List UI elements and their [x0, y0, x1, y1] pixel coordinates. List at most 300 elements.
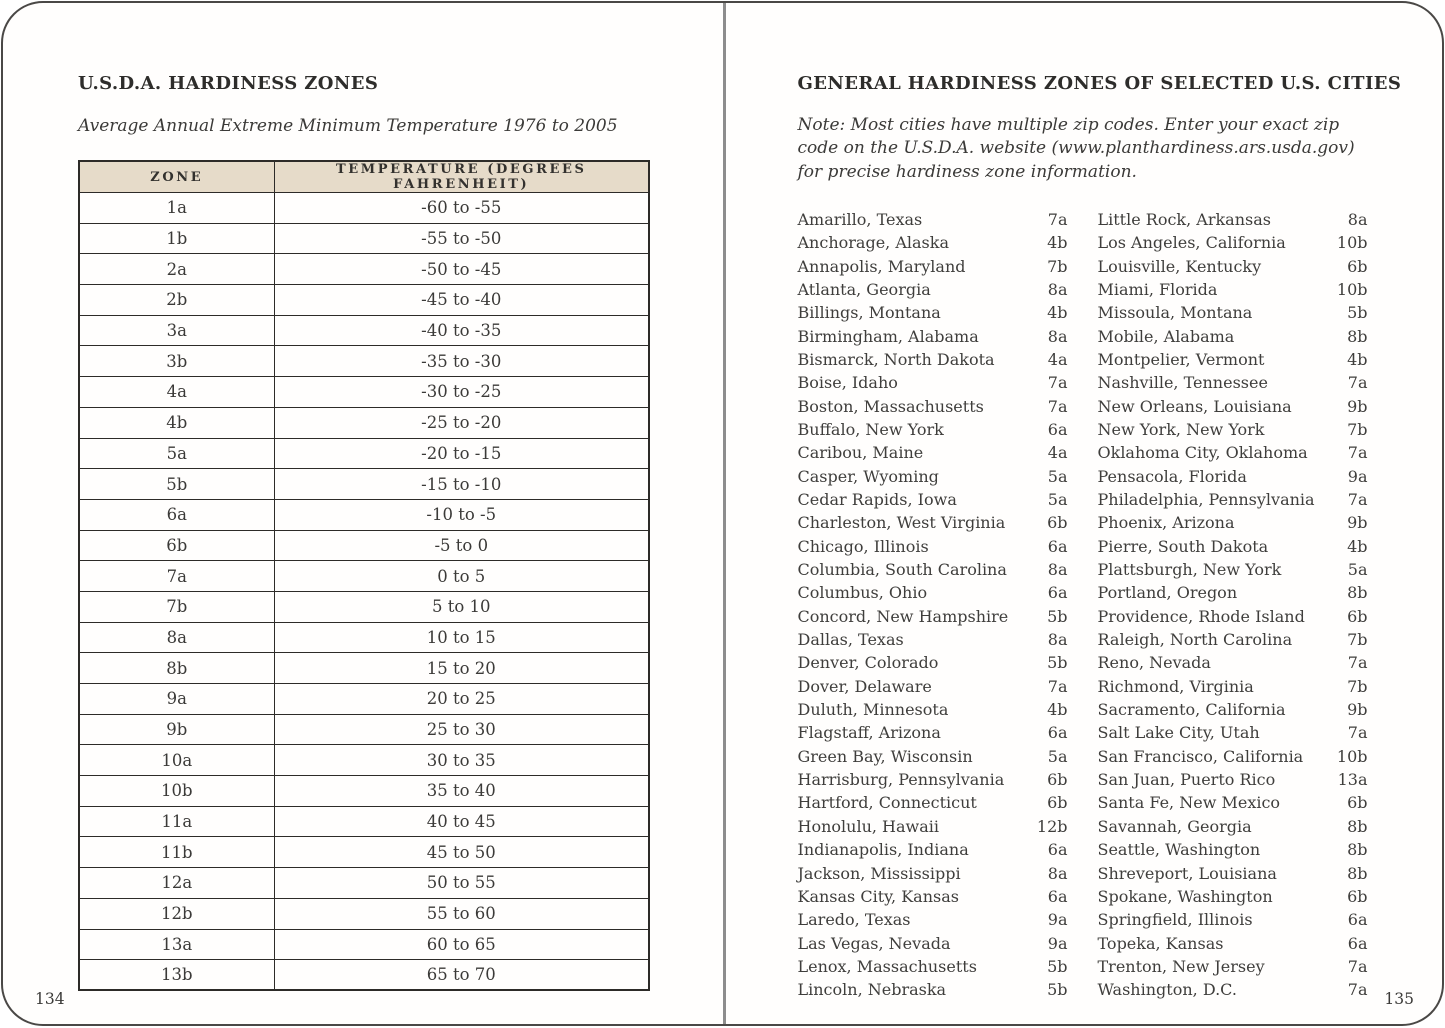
city-zone: 7a [1347, 490, 1368, 510]
city-zone: 5a [1047, 490, 1068, 510]
city-row [1098, 700, 1368, 723]
city-row [798, 420, 1068, 443]
city-row [798, 980, 1068, 1003]
temperature-cell: -20 to -15 [274, 438, 649, 469]
city-row [798, 747, 1068, 770]
city-name: Philadelphia, Pennsylvania [1097, 490, 1315, 510]
city-row [798, 280, 1068, 303]
temperature-cell: 25 to 30 [274, 714, 649, 745]
city-row [798, 397, 1068, 420]
city-name: Louisville, Kentucky [1097, 256, 1262, 276]
city-zone: 13a [1337, 770, 1368, 790]
city-row [798, 583, 1068, 606]
city-row [1098, 560, 1368, 583]
city-zone: 10b [1336, 279, 1368, 299]
temperature-cell: 60 to 65 [274, 929, 649, 960]
zone-cell: 5a [79, 438, 274, 469]
city-zone: 4b [1047, 303, 1068, 323]
city-zone: 8a [1347, 209, 1368, 229]
table-caption: Average Annual Extreme Minimum Temperature 1976 to 2005 [78, 116, 618, 136]
city-row [1098, 934, 1368, 957]
city-zone: 7a [1047, 373, 1068, 393]
city-zone: 12b [1036, 816, 1068, 836]
city-name: Lincoln, Nebraska [797, 980, 947, 1000]
zip-code-note: Note: Most cities have multiple zip codes. Enter your exact zip code on the U.S.D.A. website (www.planthardiness.ars.usda.gov) for precise hardiness zone information. [797, 115, 1355, 182]
city-zone: 5a [1047, 466, 1068, 486]
city-name: New Orleans, Louisiana [1097, 396, 1292, 416]
city-name: Salt Lake City, Utah [1097, 723, 1260, 743]
city-zone: 8a [1047, 630, 1068, 650]
temperature-cell: -35 to -30 [274, 346, 649, 377]
city-zone: 6a [1047, 419, 1068, 439]
city-row [798, 467, 1068, 490]
temperature-cell: 40 to 45 [274, 806, 649, 837]
city-row [1098, 420, 1368, 443]
city-row [1098, 677, 1368, 700]
city-row [798, 490, 1068, 513]
city-zone: 7a [1347, 653, 1368, 673]
temperature-cell: -50 to -45 [274, 254, 649, 285]
zone-cell: 10b [79, 776, 274, 807]
city-name: Atlanta, Georgia [797, 279, 931, 299]
temperature-cell: 15 to 20 [274, 653, 649, 684]
table-row [79, 806, 649, 837]
city-row [1098, 793, 1368, 816]
city-row [798, 957, 1068, 980]
zone-cell: 11b [79, 837, 274, 868]
city-row [1098, 280, 1368, 303]
hardiness-zone-table [78, 160, 650, 991]
city-row [1098, 864, 1368, 887]
temperature-cell: 10 to 15 [274, 622, 649, 653]
city-zone: 6b [1347, 606, 1368, 626]
city-zone: 7a [1347, 980, 1368, 1000]
city-zone: 4b [1347, 349, 1368, 369]
city-zone: 8b [1347, 326, 1368, 346]
city-row [1098, 747, 1368, 770]
city-name: Pierre, South Dakota [1097, 536, 1269, 556]
city-row [798, 607, 1068, 630]
zone-cell: 3b [79, 346, 274, 377]
city-name: Santa Fe, New Mexico [1097, 793, 1281, 813]
city-list-column-2 [1098, 210, 1368, 1004]
table-row [79, 438, 649, 469]
table-row [79, 346, 649, 377]
city-name: Savannah, Georgia [1097, 816, 1252, 836]
table-row [79, 653, 649, 684]
temperature-cell: -30 to -25 [274, 377, 649, 408]
city-name: Laredo, Texas [797, 910, 911, 930]
table-row [79, 776, 649, 807]
zone-cell: 6a [79, 499, 274, 530]
city-row [798, 350, 1068, 373]
zone-cell: 9a [79, 684, 274, 715]
city-zone: 7a [1347, 723, 1368, 743]
zone-cell: 5b [79, 469, 274, 500]
city-zone: 8a [1047, 279, 1068, 299]
city-zone: 8a [1047, 326, 1068, 346]
city-name: Bismarck, North Dakota [797, 349, 995, 369]
table-row [79, 285, 649, 316]
page-number-right: 135 [1384, 990, 1414, 1008]
city-row [1098, 980, 1368, 1003]
city-zone: 5a [1347, 560, 1368, 580]
city-name: Reno, Nevada [1097, 653, 1211, 673]
city-name: Topeka, Kansas [1097, 933, 1224, 953]
city-row [1098, 397, 1368, 420]
city-row [798, 723, 1068, 746]
city-zone: 9b [1347, 396, 1368, 416]
city-name: Las Vegas, Nevada [797, 933, 951, 953]
table-row [79, 315, 649, 346]
city-zone: 8a [1047, 863, 1068, 883]
zone-cell: 12a [79, 868, 274, 899]
city-row [1098, 257, 1368, 280]
zone-cell: 11a [79, 806, 274, 837]
page-number-left: 134 [35, 990, 65, 1008]
table-row [79, 714, 649, 745]
city-row [798, 303, 1068, 326]
city-row [798, 210, 1068, 233]
zone-cell: 9b [79, 714, 274, 745]
city-zone: 9b [1347, 513, 1368, 533]
temperature-cell: 45 to 50 [274, 837, 649, 868]
city-zone: 5b [1347, 303, 1368, 323]
city-row [798, 443, 1068, 466]
city-name: Providence, Rhode Island [1097, 606, 1305, 626]
table-row [79, 561, 649, 592]
city-name: Nashville, Tennessee [1097, 373, 1268, 393]
city-zone: 10b [1336, 233, 1368, 253]
table-row [79, 469, 649, 500]
zone-cell: 4b [79, 407, 274, 438]
city-row [1098, 840, 1368, 863]
city-name: Buffalo, New York [797, 419, 944, 439]
city-row [798, 677, 1068, 700]
city-zone: 8a [1047, 560, 1068, 580]
zone-cell: 13b [79, 960, 274, 991]
city-zone-list [798, 210, 1443, 1004]
temperature-cell: -55 to -50 [274, 223, 649, 254]
table-row [79, 929, 649, 960]
city-row [1098, 910, 1368, 933]
temperature-cell: 0 to 5 [274, 561, 649, 592]
city-name: Columbus, Ohio [797, 583, 928, 603]
city-zone: 8b [1347, 863, 1368, 883]
city-zone: 7a [1047, 676, 1068, 696]
table-row [79, 684, 649, 715]
table-row [79, 868, 649, 899]
city-name: Springfield, Illinois [1097, 910, 1253, 930]
table-row [79, 898, 649, 929]
zone-cell: 1b [79, 223, 274, 254]
city-row [1098, 723, 1368, 746]
city-name: Shreveport, Louisiana [1097, 863, 1277, 883]
city-zone: 7a [1347, 373, 1368, 393]
city-name: Missoula, Montana [1097, 303, 1253, 323]
city-zone: 4a [1047, 349, 1068, 369]
city-name: Anchorage, Alaska [797, 233, 949, 253]
city-row [798, 513, 1068, 536]
city-row [798, 817, 1068, 840]
table-row [79, 837, 649, 868]
table-row [79, 591, 649, 622]
city-zone: 9b [1347, 700, 1368, 720]
city-row [798, 793, 1068, 816]
city-zone: 4b [1347, 536, 1368, 556]
city-name: Honolulu, Hawaii [797, 816, 939, 836]
temperature-column-header: TEMPERATURE (DEGREES FAHRENHEIT) [274, 161, 649, 193]
city-name: Oklahoma City, Oklahoma [1097, 443, 1308, 463]
city-zone: 9a [1347, 466, 1368, 486]
city-name: Plattsburgh, New York [1097, 560, 1282, 580]
city-zone: 4b [1047, 233, 1068, 253]
city-row [798, 233, 1068, 256]
city-name: Little Rock, Arkansas [1097, 209, 1271, 229]
table-row [79, 960, 649, 991]
city-row [798, 864, 1068, 887]
city-zone: 9a [1047, 933, 1068, 953]
city-zone: 6a [1047, 840, 1068, 860]
city-zone: 8b [1347, 583, 1368, 603]
city-row [1098, 583, 1368, 606]
zone-cell: 1a [79, 193, 274, 224]
zone-table-header [79, 161, 649, 193]
city-row [1098, 653, 1368, 676]
left-page-title: U.S.D.A. HARDINESS ZONES [78, 73, 379, 94]
temperature-cell: 65 to 70 [274, 960, 649, 991]
city-name: Harrisburg, Pennsylvania [797, 770, 1005, 790]
city-name: Kansas City, Kansas [797, 886, 959, 906]
city-zone: 6a [1347, 910, 1368, 930]
city-zone: 8b [1347, 816, 1368, 836]
city-zone: 7a [1047, 396, 1068, 416]
temperature-cell: -40 to -35 [274, 315, 649, 346]
city-zone: 6b [1047, 770, 1068, 790]
city-name: Boise, Idaho [797, 373, 898, 393]
city-row [798, 373, 1068, 396]
temperature-cell: -15 to -10 [274, 469, 649, 500]
city-name: Chicago, Illinois [797, 536, 929, 556]
city-name: Washington, D.C. [1097, 980, 1237, 1000]
table-row [79, 745, 649, 776]
city-name: Columbia, South Carolina [797, 560, 1007, 580]
city-name: Caribou, Maine [797, 443, 924, 463]
city-name: Cedar Rapids, Iowa [797, 490, 957, 510]
temperature-cell: -45 to -40 [274, 285, 649, 316]
zone-cell: 7b [79, 591, 274, 622]
zone-cell: 8b [79, 653, 274, 684]
city-zone: 5b [1047, 606, 1068, 626]
city-zone: 4b [1047, 700, 1068, 720]
table-row [79, 193, 649, 224]
temperature-cell: 5 to 10 [274, 591, 649, 622]
city-name: Richmond, Virginia [1097, 676, 1254, 696]
city-row [1098, 490, 1368, 513]
city-name: Denver, Colorado [797, 653, 939, 673]
city-row [1098, 887, 1368, 910]
temperature-cell: 20 to 25 [274, 684, 649, 715]
city-row [798, 840, 1068, 863]
temperature-cell: 35 to 40 [274, 776, 649, 807]
zone-cell: 7a [79, 561, 274, 592]
city-zone: 6a [1047, 536, 1068, 556]
city-row [1098, 537, 1368, 560]
city-name: Charleston, West Virginia [797, 513, 1006, 533]
city-row [798, 560, 1068, 583]
zone-cell: 6b [79, 530, 274, 561]
city-zone: 4a [1047, 443, 1068, 463]
city-zone: 6b [1047, 793, 1068, 813]
zone-cell: 4a [79, 377, 274, 408]
city-name: Boston, Massachusetts [797, 396, 984, 416]
city-name: Sacramento, California [1097, 700, 1286, 720]
city-zone: 10b [1336, 746, 1368, 766]
city-row [1098, 233, 1368, 256]
zone-table-header-row [79, 161, 649, 193]
city-name: Duluth, Minnesota [797, 700, 949, 720]
book-spread [1, 1, 1444, 1026]
city-name: Amarillo, Texas [797, 209, 923, 229]
city-name: Mobile, Alabama [1097, 326, 1235, 346]
table-row [79, 499, 649, 530]
table-row [79, 254, 649, 285]
city-row [798, 257, 1068, 280]
city-zone: 7b [1047, 256, 1068, 276]
city-row [1098, 327, 1368, 350]
zone-cell: 3a [79, 315, 274, 346]
city-name: Raleigh, North Carolina [1097, 630, 1293, 650]
city-name: Montpelier, Vermont [1097, 349, 1265, 369]
zone-table-body [79, 193, 649, 991]
temperature-cell: -60 to -55 [274, 193, 649, 224]
temperature-cell: -5 to 0 [274, 530, 649, 561]
temperature-cell: 50 to 55 [274, 868, 649, 899]
city-zone: 6a [1047, 886, 1068, 906]
zone-column-header: ZONE [79, 161, 274, 193]
table-row [79, 622, 649, 653]
right-page-title: GENERAL HARDINESS ZONES OF SELECTED U.S. CITIES [797, 73, 1402, 94]
zone-cell: 12b [79, 898, 274, 929]
city-zone: 6b [1347, 793, 1368, 813]
city-name: Indianapolis, Indiana [797, 840, 969, 860]
temperature-cell: -25 to -20 [274, 407, 649, 438]
city-name: Flagstaff, Arizona [797, 723, 941, 743]
table-row [79, 377, 649, 408]
city-row [798, 700, 1068, 723]
city-zone: 6b [1347, 256, 1368, 276]
city-name: Seattle, Washington [1097, 840, 1261, 860]
city-list-column-1 [798, 210, 1068, 1004]
city-row [1098, 303, 1368, 326]
city-row [1098, 443, 1368, 466]
city-name: Spokane, Washington [1097, 886, 1273, 906]
zone-cell: 2b [79, 285, 274, 316]
city-zone: 6a [1347, 933, 1368, 953]
city-name: Miami, Florida [1097, 279, 1218, 299]
city-zone: 5b [1047, 653, 1068, 673]
city-zone: 5b [1047, 980, 1068, 1000]
temperature-cell: -10 to -5 [274, 499, 649, 530]
city-name: Casper, Wyoming [797, 466, 939, 486]
city-zone: 7b [1347, 630, 1368, 650]
city-row [1098, 350, 1368, 373]
city-row [798, 934, 1068, 957]
city-row [1098, 513, 1368, 536]
zone-cell: 8a [79, 622, 274, 653]
city-zone: 8b [1347, 840, 1368, 860]
city-zone: 6b [1047, 513, 1068, 533]
temperature-cell: 55 to 60 [274, 898, 649, 929]
right-page [723, 3, 1443, 1024]
city-row [798, 887, 1068, 910]
city-name: Hartford, Connecticut [797, 793, 977, 813]
city-row [1098, 373, 1368, 396]
city-zone: 6a [1047, 723, 1068, 743]
city-zone: 7a [1347, 443, 1368, 463]
city-zone: 7a [1347, 956, 1368, 976]
city-row [798, 630, 1068, 653]
city-name: Trenton, New Jersey [1097, 956, 1265, 976]
city-name: Billings, Montana [797, 303, 941, 323]
city-name: Jackson, Mississippi [797, 863, 961, 883]
city-row [1098, 817, 1368, 840]
city-zone: 5b [1047, 956, 1068, 976]
city-zone: 6b [1347, 886, 1368, 906]
table-row [79, 530, 649, 561]
city-name: San Francisco, California [1097, 746, 1304, 766]
city-row [798, 770, 1068, 793]
zone-cell: 2a [79, 254, 274, 285]
table-row [79, 223, 649, 254]
city-name: San Juan, Puerto Rico [1097, 770, 1276, 790]
zone-cell: 10a [79, 745, 274, 776]
city-row [798, 653, 1068, 676]
city-name: Pensacola, Florida [1097, 466, 1247, 486]
city-zone: 9a [1047, 910, 1068, 930]
city-row [1098, 467, 1368, 490]
city-name: Portland, Oregon [1097, 583, 1238, 603]
city-name: Phoenix, Arizona [1097, 513, 1235, 533]
temperature-cell: 30 to 35 [274, 745, 649, 776]
city-name: New York, New York [1097, 419, 1265, 439]
city-name: Concord, New Hampshire [797, 606, 1009, 626]
left-page [3, 3, 723, 1024]
city-zone: 6a [1047, 583, 1068, 603]
city-name: Dover, Delaware [797, 676, 932, 696]
city-name: Birmingham, Alabama [797, 326, 979, 346]
city-row [798, 537, 1068, 560]
zone-cell: 13a [79, 929, 274, 960]
city-row [798, 327, 1068, 350]
city-row [1098, 607, 1368, 630]
city-row [1098, 957, 1368, 980]
city-name: Green Bay, Wisconsin [797, 746, 973, 766]
city-zone: 5a [1047, 746, 1068, 766]
city-row [1098, 770, 1368, 793]
city-row [798, 910, 1068, 933]
city-name: Lenox, Massachusetts [797, 956, 977, 976]
city-name: Annapolis, Maryland [797, 256, 966, 276]
city-name: Los Angeles, California [1097, 233, 1286, 253]
table-row [79, 407, 649, 438]
city-zone: 7b [1347, 676, 1368, 696]
city-name: Dallas, Texas [797, 630, 904, 650]
city-row [1098, 630, 1368, 653]
city-zone: 7a [1047, 209, 1068, 229]
city-zone: 7b [1347, 419, 1368, 439]
city-row [1098, 210, 1368, 233]
